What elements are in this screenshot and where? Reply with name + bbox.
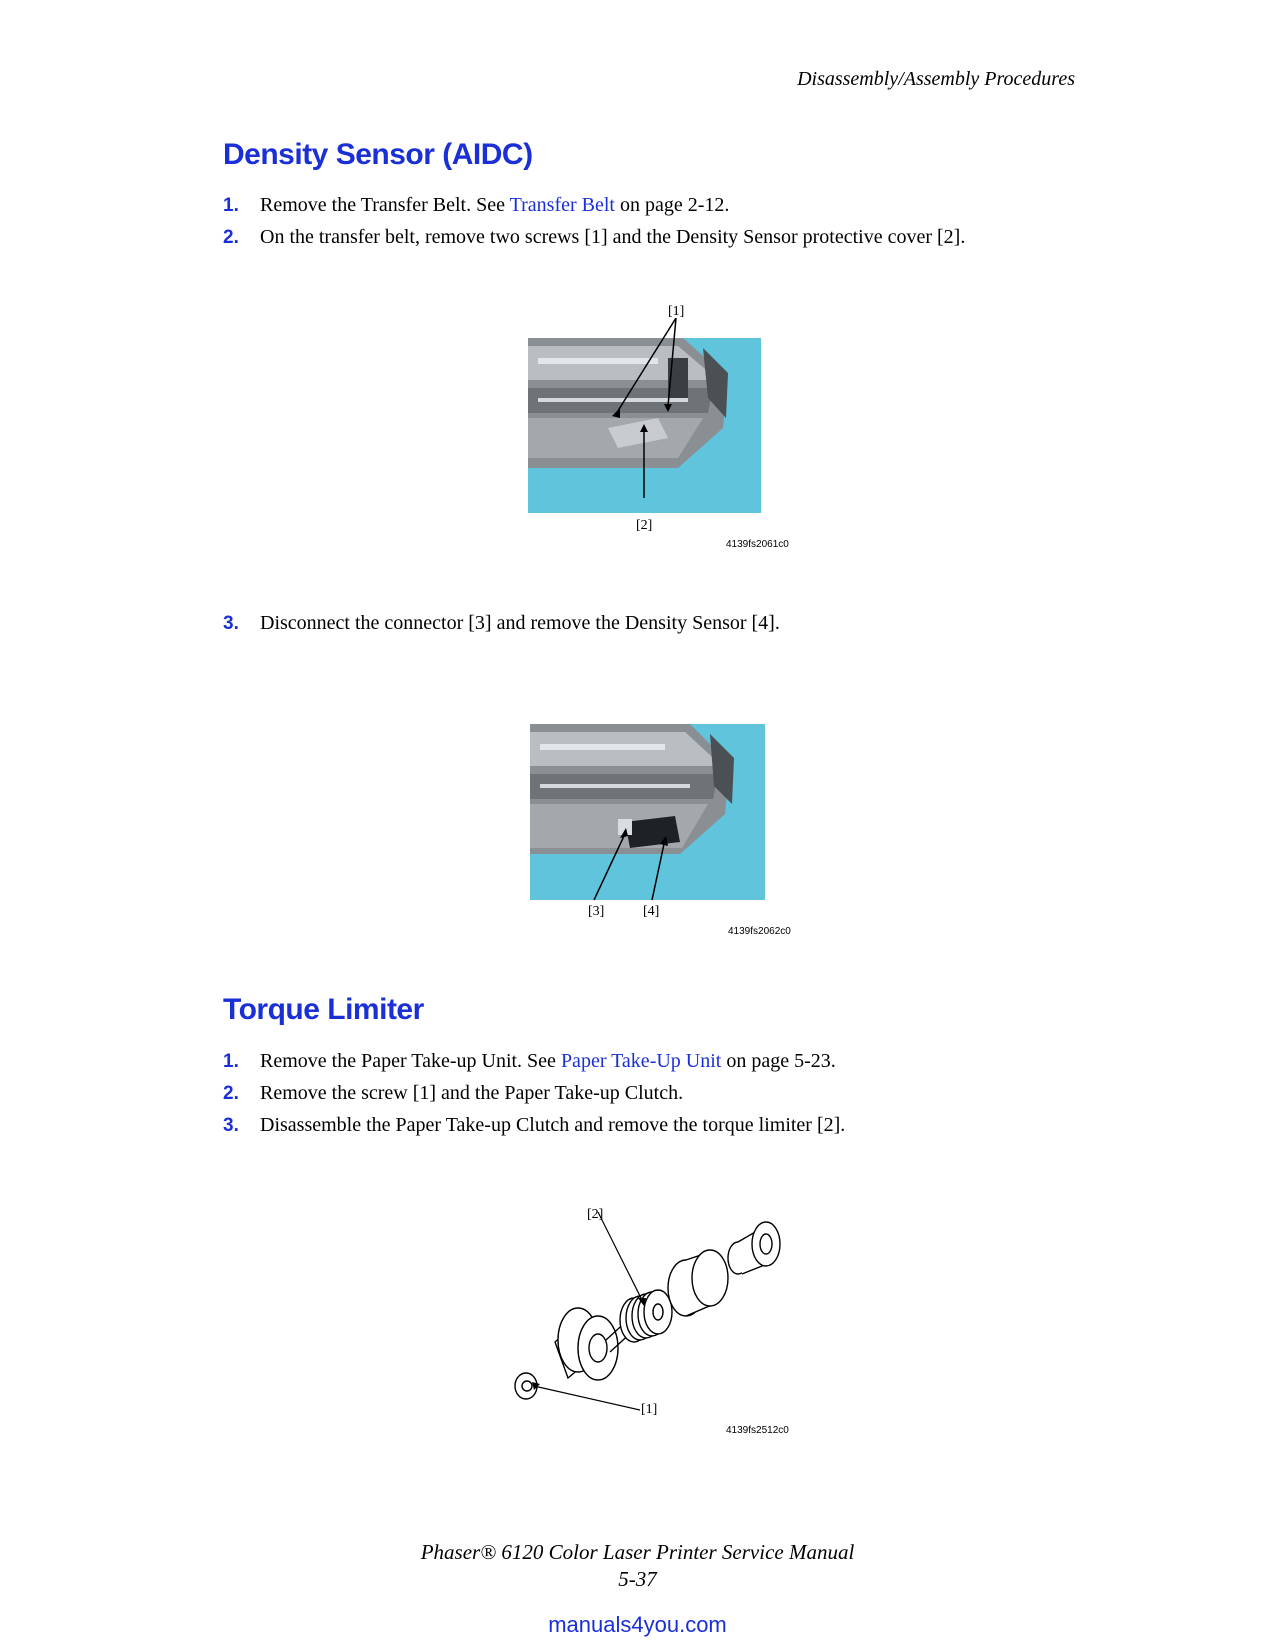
step-number: 3. <box>223 613 239 634</box>
figure1-callout-1: [1] <box>668 304 685 319</box>
density-step-3 <box>223 612 780 635</box>
figure3-code: 4139fs2512c0 <box>726 1425 789 1436</box>
step-text: Remove the screw [1] and the Paper Take-up Clutch. <box>260 1082 684 1104</box>
section-title-torque-limiter: Torque Limiter <box>223 993 424 1026</box>
step-text: Remove the Paper Take-up Unit. See <box>260 1050 561 1072</box>
section-title-density-sensor: Density Sensor (AIDC) <box>223 138 533 171</box>
step-number: 3. <box>223 1115 239 1136</box>
transfer-belt-link[interactable]: Transfer Belt <box>509 194 615 216</box>
torque-step-2 <box>223 1082 683 1105</box>
step-text: Remove the Transfer Belt. See <box>260 194 510 216</box>
running-header: Disassembly/Assembly Procedures <box>797 68 1075 90</box>
step-number: 1. <box>223 1051 239 1072</box>
torque-step-3 <box>223 1114 845 1137</box>
torque-step-1 <box>223 1050 836 1073</box>
density-step-1 <box>223 194 729 217</box>
watermark-link[interactable]: manuals4you.com <box>548 1612 727 1637</box>
step-number: 1. <box>223 195 239 216</box>
step-text: Disassemble the Paper Take-up Clutch and remove the torque limiter [2]. <box>260 1114 846 1136</box>
figure2-code: 4139fs2062c0 <box>728 926 791 937</box>
footer-manual-title: Phaser® 6120 Color Laser Printer Service Manual <box>420 1540 855 1564</box>
figure3-callout-2: [2] <box>587 1207 604 1222</box>
figure1-code: 4139fs2061c0 <box>726 539 789 550</box>
figure-torque-limiter-drawing <box>510 1200 800 1425</box>
density-step-2 <box>223 226 965 249</box>
paper-takeup-unit-link[interactable]: Paper Take-Up Unit <box>560 1050 722 1072</box>
step-number: 2. <box>223 227 239 248</box>
figure2-callout-3: [3] <box>588 904 605 919</box>
step-text: on page 5-23. <box>721 1050 836 1072</box>
step-number: 2. <box>223 1083 239 1104</box>
figure3-callout-1: [1] <box>641 1402 658 1417</box>
step-text: on page 2-12. <box>614 194 730 216</box>
step-text: On the transfer belt, remove two screws [1] and the Density Sensor protective cover [2]. <box>260 226 966 248</box>
step-text: Disconnect the connector [3] and remove the Density Sensor [4]. <box>260 612 780 634</box>
figure2-callout-4: [4] <box>643 904 660 919</box>
figure-density-cover-photo <box>528 318 763 515</box>
figure1-callout-2: [2] <box>636 518 653 533</box>
figure-density-sensor-photo <box>530 724 766 914</box>
footer-page-number: 5-37 <box>618 1567 657 1591</box>
